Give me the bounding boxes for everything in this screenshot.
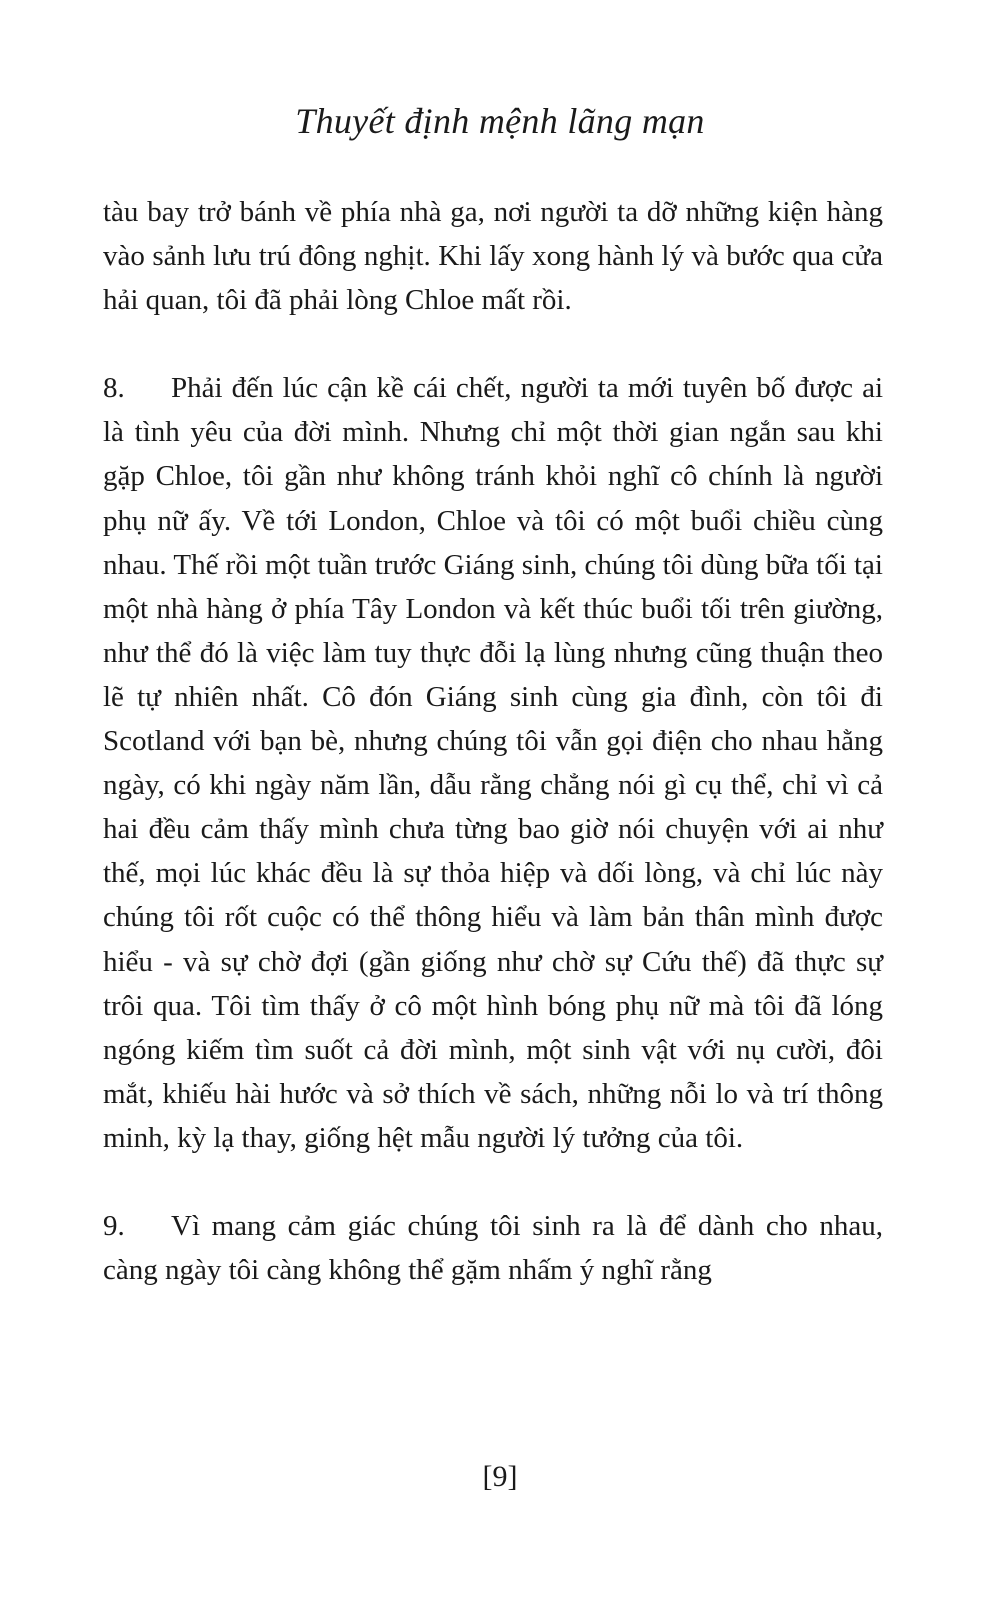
paragraph-text: Vì mang cảm giác chúng tôi sinh ra là để dành cho nhau, càng ngày tôi càng không thể gặm nhấm ý nghĩ rằng <box>103 1209 883 1287</box>
paragraph-9 <box>103 1204 883 1292</box>
paragraph-text: Phải đến lúc cận kề cái chết, người ta mới tuyên bố được ai là tình yêu của đời mình. Nhưng chỉ một thời gian ngắn sau khi gặp Chloe, tôi gần như không tránh khỏi nghĩ cô chính là người phụ nữ ấy. Về tới London, Chloe và tôi có một buổi chiều cùng nhau. Thế rồi một tuần trước Giáng sinh, chúng tôi dùng bữa tối tại một nhà hàng ở phía Tây London và kết thúc buổi tối trên giường, như thể đó là việc làm tuy thực đỗi lạ lùng nhưng cũng thuận theo lẽ tự nhiên nhất. Cô đón Giáng sinh cùng gia đình, còn tôi đi Scotland với bạn bè, nhưng chúng tôi vẫn gọi điện cho nhau hằng ngày, có khi ngày năm lần, dẫu rằng chẳng nói gì cụ thể, chỉ vì cả hai đều cảm thấy mình chưa từng bao giờ nói chuyện với ai như thế, mọi lúc khác đều là sự thỏa hiệp và dối lòng, và chỉ lúc này chúng tôi rốt cuộc có thể thông hiểu và làm bản thân mình được hiểu - và sự chờ đợi (gần giống như chờ sự Cứu thế) đã thực sự trôi qua. Tôi tìm thấy ở cô một hình bóng phụ nữ mà tôi đã lóng ngóng kiếm tìm suốt cả đời mình, một sinh vật với nụ cười, đôi mắt, khiếu hài hước và sở thích về sách, những nỗi lo và trí thông minh, kỳ lạ thay, giống hệt mẫu người lý tưởng của tôi. <box>103 372 883 1154</box>
paragraph-8 <box>103 366 883 1160</box>
paragraph-number: 8. <box>103 372 125 405</box>
page-number: [9] <box>482 1460 518 1493</box>
running-head-title: Thuyết định mệnh lãng mạn <box>295 101 705 141</box>
paragraph-text: tàu bay trở bánh về phía nhà ga, nơi người ta dỡ những kiện hàng vào sảnh lưu trú đông nghịt. Khi lấy xong hành lý và bước qua cửa hải quan, tôi đã phải lòng Chloe mất rồi. <box>103 196 883 317</box>
paragraph-continued <box>103 190 883 322</box>
body-text <box>103 190 883 1292</box>
paragraph-number: 9. <box>103 1209 125 1242</box>
